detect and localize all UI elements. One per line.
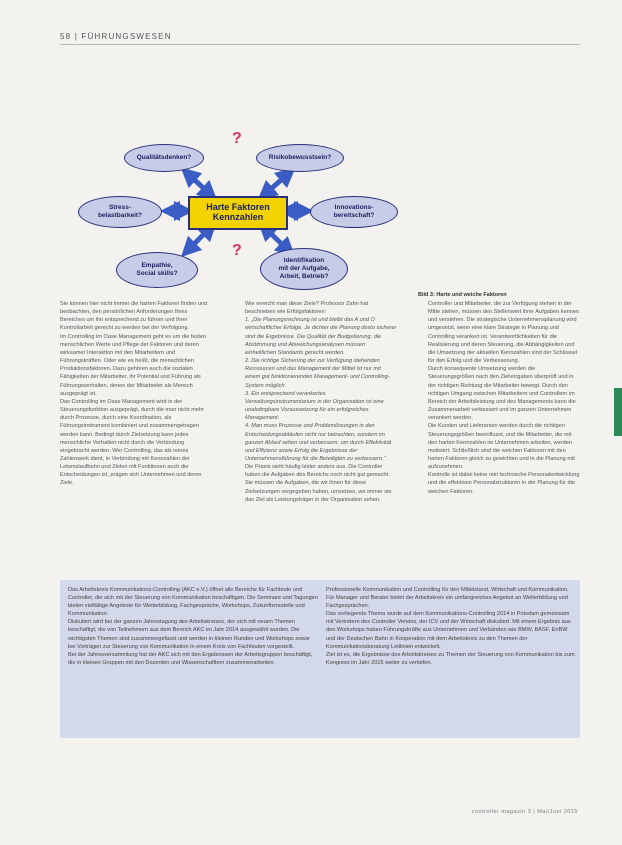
info-paragraph: Bei der Jahresversammlung hat der AKC sich mit den Ergebnissen der Arbeitsgruppen beschäftigt, die in kleinen Gruppen mit den Dozenten und Wissenschaftlern zusammenarbeiten. bbox=[68, 651, 313, 666]
node-qualitaetsdenken: Qualitätsdenken? bbox=[124, 144, 204, 172]
info-column-left bbox=[68, 586, 318, 734]
paragraph: Sie können hier nicht immer die harten Faktoren finden und beobachten, den persönlichen Anforderungen Ihres Bereiches um ihn entsprechend zu führen und Ihrer Kontrollarbeit gerecht zu werden bei der Verfolgung. bbox=[60, 301, 208, 332]
paragraph: Das Controlling im Oase Management wird in der Steuerungsfunktion ausgeprägt, durch die man nicht mehr durch Prozesse, durch eine Koordination, als Führungsinstrument kombiniert und zusammengetragen werden kann. Bedingt durch Zielsetzung kann jedes menschliche Verhalten nicht durch die Verbindung eingebracht werden. Wer Controlling, das als reines Zahlenwerk dient, in Verbindung mit Kennzahlen der Lebenslaufbahn und Zielen mit Funktionen auch die Entscheidungen ist, prägen sich Unternehmen und deren Ziele. bbox=[60, 398, 204, 487]
numbered-item: 2. Die richtige Sicherung der zur Verfügung stehenden Ressourcen und das Management der Mittel ist nur mit einem gut funktionierenden Management- und Controlling-System möglich. bbox=[245, 358, 390, 389]
info-paragraph: Das Arbeitskreis Kommunikations-Controlling (AKC e.V.) öffnet alle Bereiche für Fachleute und Controller, die sich mit der Steuerung von Kommunikation beschäftigen. Die Seminare und Tagungen bieten vielfältige Angebote für Weiterbildung, Fachgespräche, Workshops, Zukunftsmodelle und Kommunikation. bbox=[68, 587, 318, 618]
factors-diagram bbox=[60, 118, 420, 298]
info-paragraph: Das vorliegende Thema wurde auf dem Kommunikations-Controlling 2014 in Potsdam gemeinsam mit Vertretern des Controller Vereins, der ICV und der Wirtschaft diskutiert. Mit einem Ergebnis aus den Workshops haben Führungskräfte aus Unternehmen und Verbänden wie BMW, BASF, EnBW und der Deutschen Bahn in Kooperation mit dem Arbeitskreis zu den Themen der Kommunikationsberatung Leitlinien entwickelt. bbox=[326, 611, 571, 650]
info-paragraph: Professionelle Kommunikation und Controlling für den Mittelstand, Wirtschaft und Kommunikation. Für Manager und Berater bietet der Arbeitskreis ein umfangreiches Angebot an Weiterbildung und Fachgesprächen. bbox=[326, 587, 569, 610]
info-paragraph: Diskutiert wird bei der ganzen Jahrestagung des Arbeitskreises, der sich mit neuen Themen beschäftigt, die von Teilnehmern aus dem Bereich AKC im Jahr 2014 ausgewählt wurden. Die wichtigsten Themen sind zusammengefasst und werden in kleinen Runden und Workshops sowie bei Vorträgen zur Steuerung von Kommunikation in einem Kreis von Fachleuten vorgestellt. bbox=[68, 619, 310, 650]
arrow-top-left bbox=[188, 174, 210, 194]
paragraph: Im Controlling im Oase Management geht es um die festen menschlichen Werte und Pflege der Faktoren und deren wirksamer Interaktion mit den Mitarbeitern und Führungskräften. Oder wie es heißt, die menschlichen Produktionsfaktoren. Dazu gehören auch die sozialen Fähigkeiten der Mitarbeiter, ihr Potential und Führung als Führungsverhalten, denen der Mitarbeiter als Mensch ausgeprägt ist. bbox=[60, 333, 207, 397]
question-mark-top: ? bbox=[232, 130, 242, 147]
node-empathie: Empathie, Social skills? bbox=[116, 252, 198, 288]
section-tab-marker bbox=[614, 388, 622, 436]
paragraph: Die Kunden und Lieferanten werden durch die richtigen Steuerungsgrößen beeinflusst, und die Mitarbeiter, die mit den harten Kennzahlen im Unternehmen arbeiten, werden motiviert. Schließlich sind die weichen Faktoren mit den harten Faktoren gleich zu gewichten und in die Planung mit aufzunehmen. bbox=[428, 423, 575, 471]
node-innovationsbereitschaft: Innovations- bereitschaft? bbox=[310, 196, 398, 228]
arrow-top-right bbox=[265, 174, 288, 194]
figure-caption: Bild 3: Harte und weiche Faktoren bbox=[418, 292, 507, 298]
paragraph: Durch konsequente Umsetzung werden die Steuerungsgrößen nach den Zielvorgaben überprüft und in der richtigen Richtung die Mitarbeiter bewegt. Durch den richtigen Umgang zwischen Mitarbeitern und Controllern im Bereich der Arbeitsleistung und des Managements kann die Zusammenarbeit verbessert und im ganzen Unternehmen verankert werden. bbox=[428, 366, 576, 422]
page-header: 58 | FÜHRUNGSWESEN bbox=[60, 32, 172, 41]
question-mark-bottom: ? bbox=[232, 242, 242, 259]
node-stressbelastbarkeit: Stress- belastbarkeit? bbox=[78, 196, 162, 228]
text-column-3 bbox=[428, 300, 580, 570]
header-rule bbox=[60, 44, 580, 45]
info-paragraph: Ziel ist es, die Ergebnisse des Arbeitskreises zu Themen der Steuerung von Kommunikation bis zum Kongress im Jahr 2015 weiter zu vertiefen. bbox=[326, 651, 575, 666]
numbered-item: 1. „Die Planungsrechnung ist und bleibt das A und O wirtschaftlicher Erfolge. Je dichter die Planung desto sicherer sind die Ergebnisse. Die Qualität der Budgetierung, die Abstimmung und Abweichungsanalysen müssen einheitlichen Standards gerecht werden. bbox=[245, 317, 397, 356]
numbered-item: 4. Man muss Prozesse und Problemlösungen in den Entscheidungsabläufen nicht nur betrachten, sondern im ganzen Ablauf sehen und verbessern, um durch Effektivität und Effizienz sowie Erfolg die Ergebnisse der Unternehmensführung für die Beteiligten zu verbessern.“ bbox=[245, 423, 392, 462]
paragraph: Die Praxis sieht häufig leider anders aus. Die Controller haben die Aufgaben des Bereichs noch nicht gut gemacht. Sie müssen die Aufgaben, die wir ihnen für diese Zielsetzungen vorgegeben haben, umsetzen, wo immer sie das Ziel als Leistungsträger in der Organisation sehen. bbox=[245, 464, 392, 503]
info-column-right bbox=[326, 586, 576, 734]
center-harte-faktoren: Harte Faktoren Kennzahlen bbox=[188, 196, 288, 230]
text-column-1 bbox=[60, 300, 212, 570]
text-column-2 bbox=[245, 300, 397, 570]
node-identifikation: Identifikation mit der Aufgabe, Arbeit, Betrieb? bbox=[260, 248, 348, 290]
paragraph: Wie erreicht man diese Ziele? Professor Zahn hat beschrieben wie Erfolgsfaktoren: bbox=[245, 301, 369, 316]
page-footer: controller magazin 3 | Mai/Juni 2015 bbox=[471, 809, 578, 815]
arrow-bottom-left bbox=[188, 228, 210, 250]
node-risikobewusstsein: Risikobewusstsein? bbox=[256, 144, 344, 172]
arrow-bottom-right bbox=[265, 228, 288, 250]
paragraph: Kontrolle ist dabei keine rein technische Personalentwicklung und die effektiven Personalstrukturen in der Planung für die weichen Faktoren. bbox=[428, 472, 580, 495]
info-box bbox=[60, 580, 580, 738]
paragraph: Controller und Mitarbeiter, die zur Verfügung stehen in der Mitte stehen, müssen den Stellenwert ihrer Aufgaben kennen und verstehen. Die strategische Unternehmensplanung wird umgesetzt, wenn eine klare Strategie in Planung und Controlling verankert ist. Verantwortlichkeiten für die Realisierung und deren Steuerung, die Abhängigkeiten und die Umsetzung der aktuellen Kennzahlen sind der Schlüssel für den Erfolg und die Verbesserung. bbox=[428, 301, 580, 365]
numbered-item: 3. Ein entsprechend verankertes Verwaltungsinstrumentarium in der Organisation ist eine unabdingbare Voraussetzung für ein erfolgreiches Management. bbox=[245, 390, 384, 422]
